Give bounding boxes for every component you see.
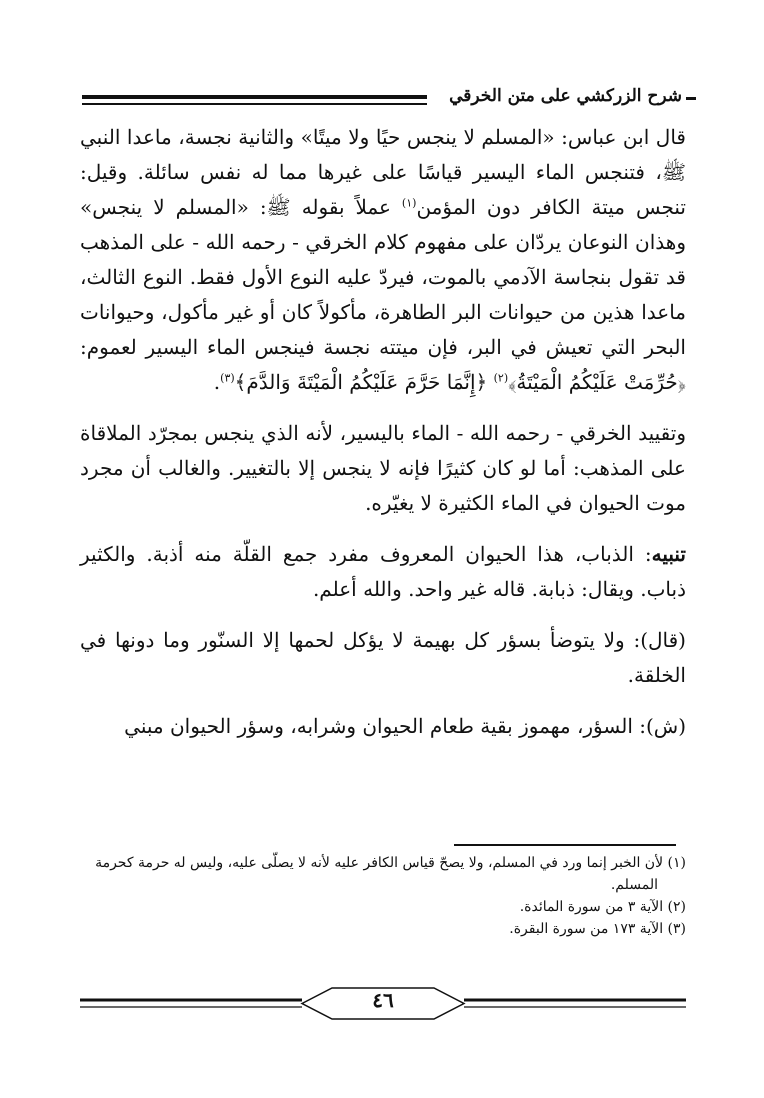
paragraph-2: وتقييد الخرقي - رحمه الله - الماء باليسير، لأنه الذي ينجس بمجرّد الملاقاة على المذهب: أما لو كان كثيرًا فإنه لا ينجس إلا بالتغيير. والغالب أن مجرد موت الحيوان في الماء الكثيرة لا يغيّره. bbox=[80, 421, 686, 515]
header-dash bbox=[686, 97, 696, 100]
tanbih-label: تنبيه bbox=[651, 542, 686, 566]
main-text bbox=[80, 120, 686, 760]
footnote-2: (٢) الآية ٣ من سورة المائدة. bbox=[519, 899, 686, 915]
paragraph-1: قال ابن عباس: «المسلم لا ينجس حيًا ولا ميتًا» والثانية نجسة، ماعدا النبي ﷺ، فتنجس الماء اليسير قياسًا على غيرها مما له نفس سائلة. وقيل: تنجس ميتة الكافر دون المؤمن$^{(١)}$ عملاً بقوله ﷺ: «المسلم لا ينجس» وهذان النوعان يردّان على مفهوم كلام الخرقي - رحمه الله - على المذهب قد تقول بنجاسة الآدمي بالموت، فيردّ عليه النوع الأول فقط. النوع الثالث، ماعدا هذين من حيوانات البر الطاهرة، مأكولاً كان أو غير مأكول، وحيوانات البحر التي تعيش في البر، فإن ميتته نجسة فينجس الماء اليسير لعموم: ﴿حُرِّمَتْ عَلَيْكُمُ الْمَيْتَةُ﴾$^{(٢)}$ ﴿إِنَّمَا حَرَّمَ عَلَيْكُمُ الْمَيْتَةَ وَالدَّمَ﴾$^{(٣)}$. bbox=[80, 125, 686, 394]
footnote-separator bbox=[454, 844, 676, 846]
footnotes bbox=[80, 852, 686, 940]
running-header-title: شرح الزركشي على متن الخرقي bbox=[449, 86, 682, 106]
footnote-1-cont: المسلم. bbox=[610, 877, 658, 893]
footnote-3: (٣) الآية ١٧٣ من سورة البقرة. bbox=[509, 921, 686, 937]
paragraph-sharh: (ش): السؤر، مهموز بقية طعام الحيوان وشرابه، وسؤر الحيوان مبني bbox=[124, 714, 686, 738]
header-rule-thin bbox=[82, 103, 427, 105]
footnote-ref-3: (٣) bbox=[220, 371, 235, 385]
footnote-ref-1: (١) bbox=[401, 196, 417, 210]
page-number: ٤٦ bbox=[372, 988, 394, 1012]
paragraph-qala: (قال): ولا يتوضأ بسؤر كل بهيمة لا يؤكل لحمها إلا السنّور وما دونها في الخلقة. bbox=[80, 628, 686, 687]
footnote-1: (١) لأن الخبر إنما ورد في المسلم، ولا يصحّ قياس الكافر عليه لأنه لا يصلّى عليه، وليس له حرمة كحرمة bbox=[95, 855, 686, 871]
paragraph-tanbih: تنبيه: الذباب، هذا الحيوان المعروف مفرد جمع القلّة منه أذبة. والكثير ذباب. ويقال: ذبابة. قاله غير واحد. والله أعلم. bbox=[80, 542, 686, 601]
footnote-ref-2: (٢) bbox=[493, 371, 509, 385]
header-rule bbox=[82, 95, 427, 99]
